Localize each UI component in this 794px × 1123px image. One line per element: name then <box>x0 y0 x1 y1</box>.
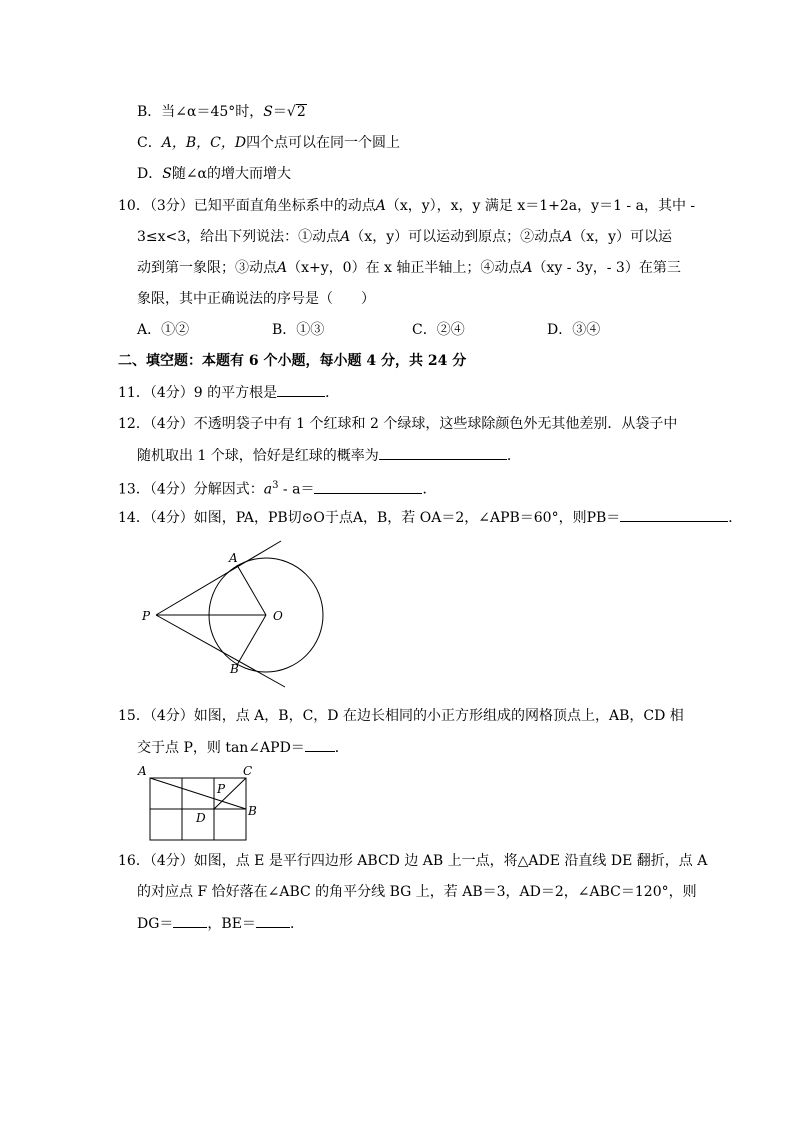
q9-option-c: C．A，B，C，D四个点可以在同一个圆上 <box>137 135 401 151</box>
sqrt-radicand: 2 <box>296 104 306 120</box>
label-c: C <box>243 764 253 778</box>
q10-option-c: C．②④ <box>412 322 465 338</box>
label-b: B <box>248 804 257 818</box>
segment-oa <box>237 565 266 615</box>
q10-options <box>137 320 600 340</box>
answer-blank <box>314 479 422 494</box>
answer-blank <box>379 445 507 460</box>
label-p: P <box>142 609 151 623</box>
label-o: O <box>273 609 283 623</box>
q10-line1: 10．（3分）已知平面直角坐标系中的动点A（x，y），x，y 满足 x＝1+2a，y＝1 - a，其中 - <box>118 198 696 214</box>
answer-blank-be <box>256 913 290 928</box>
q12-line2: 随机取出 1 个球，恰好是红球的概率为 ． <box>137 445 521 466</box>
q10-line4: 象限，其中正确说法的序号是（ ） <box>137 291 375 307</box>
answer-blank <box>620 507 728 522</box>
answer-blank <box>305 737 335 752</box>
segment-ab <box>150 778 246 809</box>
label-d: D <box>196 811 206 825</box>
q11: 11．（4分）9 的平方根是 ． <box>118 382 339 403</box>
label-b: B <box>230 662 239 676</box>
label-a: A <box>229 551 238 565</box>
tangent-line-pa <box>156 541 281 615</box>
q15-line2: 交于点 P，则 tan∠APD＝ ． <box>137 737 349 758</box>
tangent-circle-figure <box>135 535 335 695</box>
label-a: A <box>138 764 147 778</box>
segment-ob <box>237 615 266 665</box>
answer-blank <box>277 382 325 397</box>
q13: 13．（4分）分解因式：$a^3 - a=$ ． <box>118 480 437 498</box>
q16-line2: 的对应点 F 恰好落在∠ABC 的角平分线 BG 上，若 AB＝3，AD＝2，∠ABC＝120°，则 <box>137 884 697 900</box>
q9-option-d: D．S随∠α的增大而增大 <box>137 166 292 182</box>
q14: 14．（4分）如图，PA，PB切⊙O于点A，B，若 OA＝2，∠APB＝60°，则PB＝ ． <box>118 507 742 528</box>
section-heading: 二、填空题：本题有 6 个小题，每小题 4 分，共 24 分 <box>118 353 467 369</box>
q15-line1: 15．（4分）如图，点 A，B，C，D 在边长相同的小正方形组成的网格顶点上，AB，CD 相 <box>118 708 684 724</box>
q10-option-b: B．①③ <box>272 322 325 338</box>
label-p: P <box>217 782 226 796</box>
q10-option-a: A．①② <box>137 322 190 338</box>
q10-option-d: D．③④ <box>547 322 601 338</box>
q10-line2: 3≤x<3，给出下列说法：①动点A（x，y）可以运动到原点；②动点A（x，y）可以运 <box>137 229 673 245</box>
grid-lines <box>150 778 246 840</box>
q16-line3: DG＝ ，BE＝ ． <box>137 913 304 934</box>
q12-line1: 12．（4分）不透明袋子中有 1 个红球和 2 个绿球，这些球除颜色外无其他差别．从袋子中 <box>118 416 678 432</box>
q9-option-b: B．当∠α＝45°时，S＝√2 <box>137 104 306 120</box>
answer-blank-dg <box>173 913 207 928</box>
tangent-line-pb <box>156 615 285 687</box>
q10-line3: 动到第一象限；③动点A（x+y，0）在 x 轴正半轴上；④动点A（xy - 3y，- 3）在第三 <box>137 260 681 276</box>
q16-line1: 16．（4分）如图，点 E 是平行四边形 ABCD 边 AB 上一点，将△ADE 沿直线 DE 翻折，点 A <box>118 853 708 869</box>
grid-figure <box>135 762 265 844</box>
